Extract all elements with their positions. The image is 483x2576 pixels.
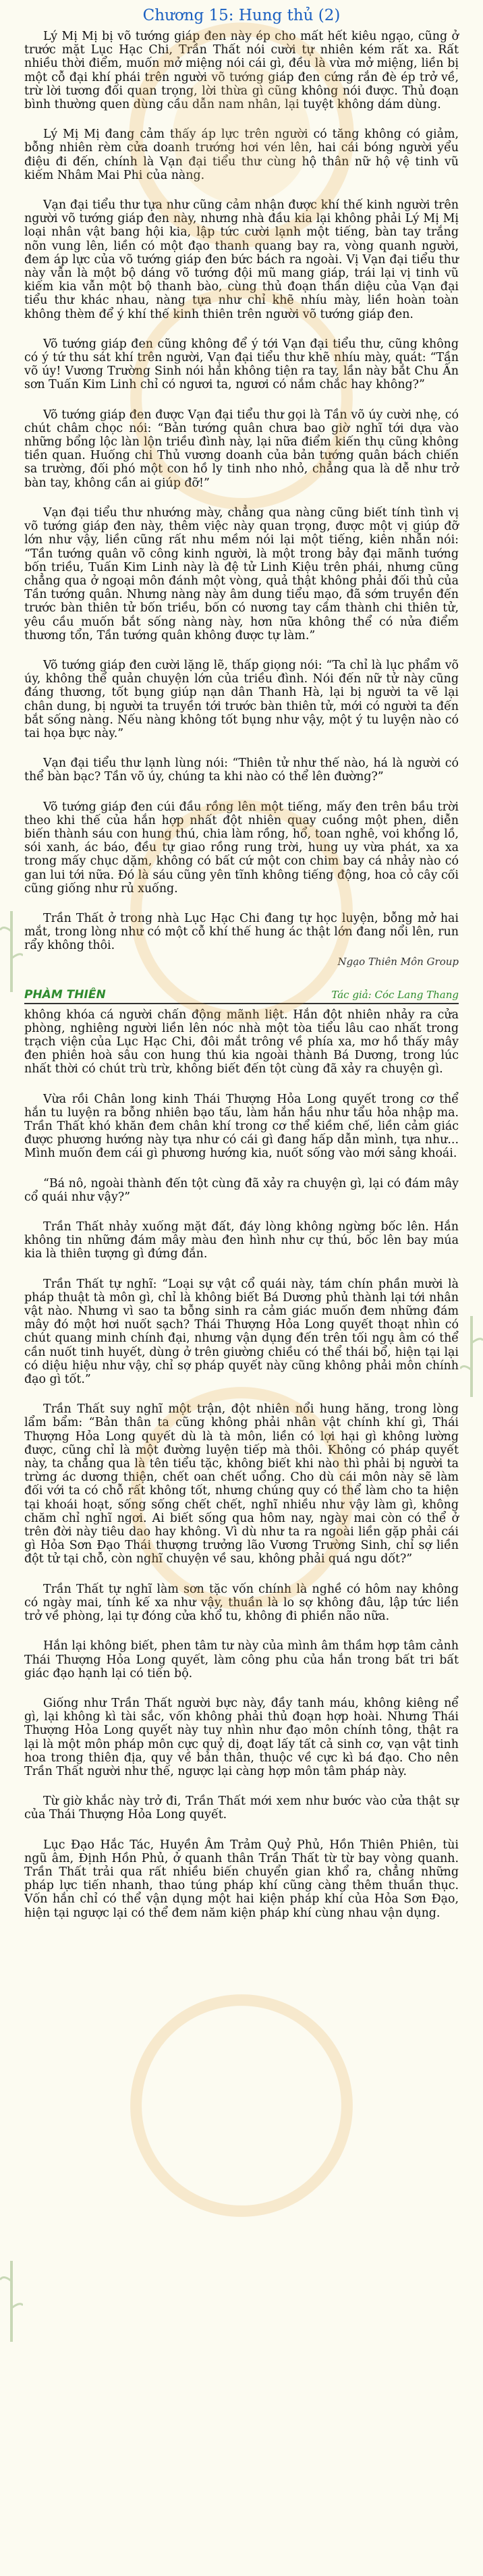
paragraph-text: Trần Thất nhảy xuống mặt đất, đáy lòng không ngừng bốc lên. Hắn không tin những đám mây màu đen hình như cự thú, bốc lên bay múa kia là thiên tượng gì đứng đắn. (24, 1220, 459, 1261)
paragraph (24, 337, 459, 392)
section1-body (24, 30, 459, 953)
paragraph (24, 1583, 459, 1624)
paragraph-text: “Bá nô, ngoài thành đến tột cùng đã xảy ra chuyện gì, lại có đám mây cổ quái như vậy?” (24, 1176, 459, 1204)
paragraph (24, 800, 459, 896)
paragraph-text: Vừa rồi Chân long kinh Thái Thượng Hỏa Long quyết trong cơ thể hắn tu luyện ra bỗng nhiên bạo tấu, làm hắn hầu như tẩu hỏa nhập ma. Trần Thất khó khăn đem chân khí trong cơ thể kiềm chế, liền cảm giác được phương hướng này tựa như có cái gì đang hấp dẫn mình, tựa như... Mình muốn đem cái gì phương hướng kia, nuốt sống vào mới sảng khoái. (24, 1092, 459, 1161)
paragraph-text: Trần Thất suy nghĩ một trận, đột nhiên nổi hung hăng, trong lòng lẩm bẩm: “Bản thân ta cũng không phải nhân vật chính khí gì, Thái Thượng Hỏa Long quyết dù là tà môn, liền có lợi hại gì không lường được, cũng chỉ là một đường luyện tiếp mà thôi. Không có pháp quyết này, ta chẳng qua là tên tiểu tặc, không biết khi nào thì phải bị người ta trừng ác dương thiện, chết oan chết uổng. Cho dù cái môn này sẽ làm đối với ta có chỗ rất không tốt, nhưng chúng quy có thể làm cho ta hiện tại khoái hoạt, sống sống chết chết, nghĩ nhiều như vậy làm gì, không chăm chỉ nghĩ ngơi. Ai biết sống qua hôm nay, ngày mai còn có thể ở trên đời này tiêu dao hay không. Vì dù như ta ra ngoài liền gặp phải cái gì Hỏa Sơn Đạo Thái thượng trưởng lão Vương Trường Sinh, chỉ sợ liền đột tử tại chỗ, còn nghĩ chuyện về sau, không phải quá ngu dốt?” (24, 1402, 459, 1566)
paragraph-text: Võ tướng giáp đen cúi đầu rồng lên một tiếng, mấy đen trên bầu trời theo khi thế của hắn hợp nhất đột nhiên quay cuồng một phen, diễn biến thành sáu con hung thú, chia làm rồng, hổ, toan nghê, voi khổng lồ, sói xanh, ác báo, đều tự giao rồng rung trời, hung uy vừa phát, xa xa trong mấy chục dặm, không có bất cứ một con chim bay cá nhảy nào có gan lui tới nữa. Đó là sáu cũng yên tĩnh không tiếng động, hoa cỏ cây cối cũng giống như rủ xuống. (24, 800, 459, 896)
watermark-seal-icon (127, 1991, 356, 2220)
paragraph-text: Vạn đại tiểu thư tựa như cũng cảm nhận được khí thế kinh người trên người võ tướng giáp đen này, nhưng nhà đầu kia lại không phải Lý Mị Mị loại nhân vật bang hội kia, lập tức cười lạnh một tiếng, bàn tay trắng nõn vung lên, liền có một đạo thanh quang bay ra, vòng quanh người, đem áp lực của võ tướng giáp đen bức bách ra ngoài. Vị Vạn đại tiểu thư này vẫn là một bộ dáng võ tướng đội mũ mang giáp, trái lại vị tinh vũ kiếm kia vẫn một bộ thanh bào, cùng thủ đoạn thần diệu của Vạn đại tiểu thư khác nhau, nàng tựa như chỉ khẽ nhíu mày, liền hoàn toàn không thèm để ý khí thế kinh thiên trên người võ tướng giáp đen. (24, 198, 459, 321)
paragraph-text: Vạn đại tiểu thư nhướng mày, chẳng qua nàng cũng biết tính tình vị võ tướng giáp đen này, thêm việc này quan trọng, được một vị giúp đỡ lớn như vậy, liền cũng rất nhu mềm nói lại một tiếng, kiên nhẫn nói: “Tần tướng quân võ công kinh người, là một trong bảy đại mãnh tướng bốn triều, Tuấn Kim Linh này là đệ tử Linh Kiệu trên phái, nhưng cũng chẳng qua ở ngoại môn đánh một vòng, quả thật không phải đối thủ của Tần tướng quân. Nhưng nàng này âm dung tiểu mạo, đã sớm truyền đến trước bàn thiên tử bốn triều, bốn có nương tay cầm thành chi thiên tử, yêu cầu muốn bắt sống nàng này, hơn nữa không thể có nửa điểm thương tổn, Tần tướng quân không được tự làm.” (24, 505, 459, 642)
section2-body (24, 1008, 459, 1920)
paragraph (24, 1402, 459, 1566)
section-author: Tác giả: Cóc Lang Thang (331, 988, 459, 1001)
chapter-title: Chương 15: Hung thủ (2) (142, 7, 341, 24)
paragraph (24, 1639, 459, 1680)
paragraph (24, 1177, 459, 1204)
group-credit: Ngạo Thiên Môn Group (337, 955, 459, 968)
paragraph-text: Trần Thất tự nghĩ: “Loại sự vật cổ quái này, tám chín phần mười là pháp thuật tà môn gì, chỉ là không biết Bá Dương phủ thành lại tới nhân vật nào. Nhưng vì sao ta bỗng sinh ra cảm giác muốn đem những đám mây đó một hơi nuốt sạch? Thái Thượng Hỏa Long quyết thoạt nhìn có chút quang minh chính đại, nhưng vận dụng đến trên tối ngụ âm có thể cần nuốt tinh huyết, dùng ở trên giường chiều có thể thái bổ, hiện tại lại có diệu hiệu như vậy, chỉ sợ pháp quyết này cũng không phải môn chính đạo gì tốt.” (24, 1277, 459, 1387)
paragraph (24, 912, 459, 953)
paragraph-text: Hắn lại không biết, phen tâm tư này của mình âm thầm hợp tâm cảnh Thái Thượng Hỏa Long quyết, làm công phu của hắn trong bất tri bất giác đạo hạnh lại có tiến bộ. (24, 1639, 459, 1680)
paragraph (24, 659, 459, 740)
paragraph-text: không khóa cá người chấn động mãnh liệt. Hắn đột nhiên nhảy ra cửa phòng, nghiêng người liền lên nóc nhà một tòa tiểu lâu cao nhất trong trạch viện của Lục Hạc Chi, đôi mắt trông về phía xa, mơ hồ thấy mây đen phiên hoà sâu con hung thú kia ngoài thành Bá Dương, trong lúc nhất thời có chút trù trừ, không biết đến tột cùng đã xảy ra chuyện gì. (24, 1008, 459, 1076)
section-name: PHÀM THIÊN (24, 987, 106, 1002)
bamboo-decoration-icon (460, 1316, 483, 1397)
paragraph (24, 128, 459, 182)
paragraph-text: Võ tướng giáp đen cũng không để ý tới Vạn đại tiểu thư, cũng không có ý tứ thu sát khí trên người, Vạn đại tiểu thư khẽ nhíu mày, quát: “Tần võ úy! Vương Trường Sinh nói hắn không tiện ra tay, lần này bắt Chu Ấn sơn Tuấn Kim Linh chỉ có ngươi ta, ngươi có nắm chắc hay không?” (24, 337, 459, 392)
paragraph-text: Võ tướng giáp đen cười lặng lẽ, thấp giọng nói: “Ta chỉ là lục phẩm võ úy, không thể quản chuyện lớn của triều đình. Nói đến nữ tử này cũng đáng thương, tốt bụng giúp nạn dân Thanh Hà, lại bị người ta vẽ lại chân dung, bị người ta truyền tới trước bàn thiên tử, mới có người ta đến bắt sống nàng. Nếu nàng không tốt bụng như vậy, một ý tu luyện nào có tai họa bực này.” (24, 658, 459, 740)
paragraph-text: Lục Đạo Hắc Tác, Huyền Âm Trảm Quỷ Phủ, Hồn Thiên Phiên, tùi ngũ âm, Định Hồn Phủ, ở quanh thân Trần Thất từ từ bay vòng quanh. Trần Thất trải qua rất nhiều biến chuyển gian khổ ra, chẳng những pháp lực tiến nhanh, thao túng pháp khí cũng càng thêm thuần thục. Vốn hắn chỉ có thể vận dụng một hai kiện pháp khí của Hỏa Sơn Đạo, hiện tại ngược lại có thể đem năm kiện pháp khí cùng nhau vận dụng. (24, 1838, 459, 1920)
paragraph-text: Trần Thất tự nghĩ làm sơn tặc vốn chính là nghề có hôm nay không có ngày mai, tính kế xa như vậy, thuần là lo sợ không đâu, lập tức liền trở về phòng, lại tự đóng cửa khổ tu, không đi phiền não nữa. (24, 1582, 459, 1624)
paragraph (24, 1093, 459, 1161)
paragraph-text: Từ giờ khắc này trở đi, Trần Thất mới xem như bước vào cửa thật sự của Thái Thượng Hỏa Long quyết. (24, 1794, 459, 1822)
paragraph (24, 1220, 459, 1261)
paragraph-text: Giống như Trần Thất người bực này, đầy tanh máu, không kiêng nể gì, lại không kì tài sắc, vốn không phải thủ đoạn hợp hoài. Nhưng Thái Thượng Hỏa Long quyết này tuy nhìn như đạo môn chính tông, thật ra lại là một môn pháp môn cực quỷ dị, đoạt lấy tất cả sinh cơ, vạn vật tinh hoa trong thiên địa, quy về bản thân, thuộc về cực kì bá đạo. Cho nên Trần Thất người như thế, ngược lại càng hợp môn tâm pháp này. (24, 1696, 459, 1778)
paragraph-text: Võ tướng giáp đen được Vạn đại tiểu thư gọi là Tần võ úy cười nhẹ, có chút châm chọc nói: “Bản tướng quân chưa bao giờ nghĩ tới dựa vào những bổng lộc làn lộn triều đình này, lại nữa điểm kiến thụ cũng không tiền quan. Huống chi Thủ vương doanh của bản tướng quân bách chiến sa trường, đối phó một con hồ ly tinh nho nhỏ, chẳng qua là dễ như trở bàn tay, không cần ai giúp đỡ!” (24, 408, 459, 490)
paragraph (24, 30, 459, 111)
bamboo-decoration-icon (0, 2261, 23, 2342)
paragraph (24, 1697, 459, 1778)
paragraph-text: Vạn đại tiểu thư lạnh lùng nói: “Thiên tử như thế nào, há là người có thể bàn bạc? Tần võ úy, chúng ta khi nào có thể lên đường?” (24, 757, 459, 784)
paragraph (24, 1278, 459, 1387)
paragraph (24, 408, 459, 490)
section-header (24, 988, 459, 1004)
paragraph-text: Lý Mị Mị bị võ tướng giáp đen này ép cho mất hết kiêu ngạo, cũng ở trước mặt Lục Hạc Chi, Trần Thất nói cười tự nhiên kém rất xa. Rất nhiều thời điểm, muốn mở miệng nói cái gì, đều là vừa mở miệng, liền bị một cỗ đại khí phái trên người võ tướng giáp đen cứng rắn đè ép trở về, trừ lời tương đối quan trọng, lời thừa gì cũng không nói được. Thủ đoạn bình thường quen dùng cầu dẫn nam nhân, lại tuyệt không dám dùng. (24, 30, 459, 112)
paragraph-text: Lý Mị Mị đang cảm thấy áp lực trên người có tăng không có giảm, bỗng nhiên rèm cửa doanh trướng hơi vén lên, hai cái bóng người yểu điệu đi đến, chính là Vạn đại tiểu thư cùng hộ thân nữ hộ vệ tinh vũ kiếm Nhâm Mai Phi của nàng. (24, 128, 459, 182)
paragraph (24, 1008, 459, 1076)
paragraph (24, 757, 459, 784)
bamboo-decoration-icon (0, 911, 23, 992)
paragraph (24, 1794, 459, 1821)
paragraph (24, 1838, 459, 1920)
paragraph (24, 506, 459, 642)
paragraph-text: Trần Thất ở trong nhà Lục Hạc Chi đang tự học luyện, bỗng mở hai mắt, trong lòng như có một cỗ khí thế hung ác thật lớn đang nổi lên, run rẩy không thôi. (24, 911, 459, 953)
paragraph (24, 198, 459, 321)
